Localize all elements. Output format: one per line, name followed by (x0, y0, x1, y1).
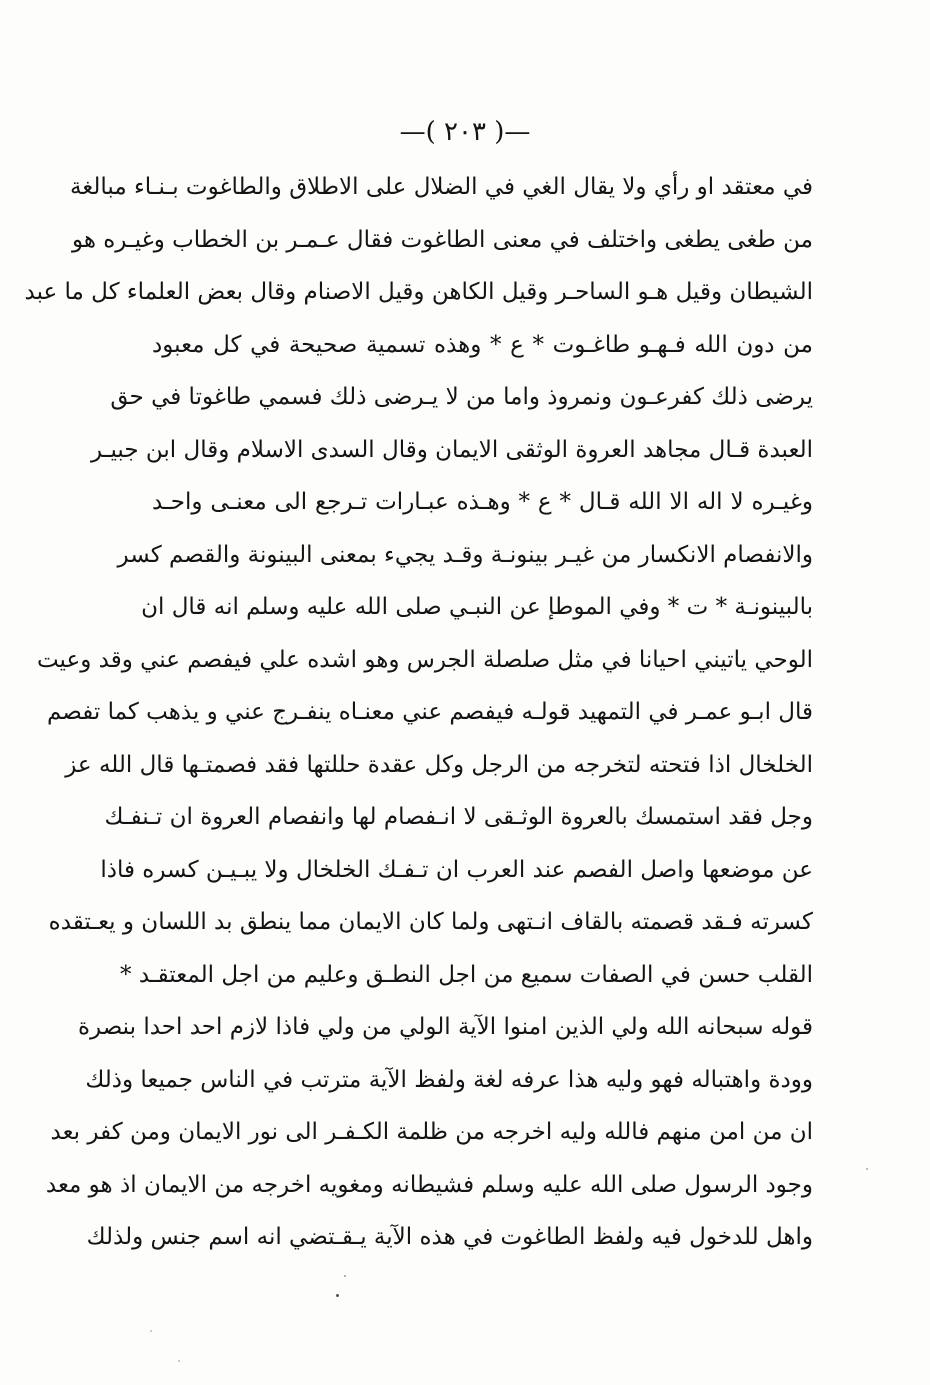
scan-speck (150, 1330, 152, 1332)
text-line: الخلخال اذا فتحته لتخرجه من الرجل وكل عقدة حللتها فقد فصمتـها قال الله عز (65, 751, 813, 778)
page-number: —( ٢٠٣ )— (399, 117, 531, 147)
text-line: قوله سبحانه الله ولي الذين امنوا الآية الولي من ولي فاذا لازم احد احدا بنصرة (78, 1014, 813, 1040)
text-line: في معتقد او رأي ولا يقال الغي في الضلال على الاطلاق والطاغوت بـنـاء مبالغة (69, 174, 813, 200)
text-line: والانفصام الانكسار من غيـر بينونـة وقـد يجيء بمعنى البينونة والقصم كسر (117, 541, 813, 568)
body-text (24, 161, 813, 1264)
text-line: وودة واهتباله فهو وليه هذا عرفه لغة ولفظ الآية مترتب في الناس جميعا وذلك (85, 1066, 813, 1093)
text-line: العبدة قـال مجاهد العروة الوثقى الايمان وقال السدى الاسلام وقال ابن جبيـر (91, 436, 813, 463)
text-line: وجود الرسول صلى الله عليه وسلم فشيطانه ومغويه اخرجه من الايمان اذ هو معد (45, 1171, 813, 1198)
text-line: الشيطان وقيل هـو الساحـر وقيل الكاهن وقيل الاصنام وقال بعض العلماء كل ما عبد (24, 279, 813, 305)
text-line: وجل فقد استمسك بالعروة الوثـقى لا انـفصام لها وانفصام العروة ان تـنفـك (104, 804, 813, 830)
text-line: كسرته فـقد قصمته بالقاف انـتهى ولما كان الايمان مما ينطق بد اللسان و يعـتقده (48, 909, 813, 935)
text-line: قال ابـو عمـر في التمهيد قولـه فيفصم عني معنـاه ينفـرج عني و يذهب كما تفصم (46, 699, 813, 725)
text-line: يرضى ذلك كفرعـون ونمروذ واما من لا يـرضى ذلك فسمي طاغوتا في حق (110, 384, 813, 410)
text-line: ان من امن منهم فالله وليه اخرجه من ظلمة الكـفـر الى نور الايمان ومن كفر بعد (50, 1119, 813, 1145)
scan-speck (866, 1168, 868, 1170)
scan-speck (178, 1360, 180, 1362)
text-line: من طغى يطغى واختلف في معنى الطاغوت فقال عـمـر بن الخطاب وغيـره هو (71, 226, 813, 253)
scan-speck (344, 1275, 346, 1277)
text-line: بالبينونـة * ت * وفي الموطإ عن النبـي صلى الله عليه وسلم انه قال ان (141, 594, 813, 620)
text-line: عن موضعها واصل الفصم عند العرب ان تـفـك الخلخال ولا يبـيـن كسره فاذا (100, 856, 813, 883)
scan-speck (336, 1294, 339, 1297)
text-line: القلب حسن في الصفات سميع من اجل النطـق وعليم من اجل المعتقـد * (120, 961, 813, 988)
text-line: الوحي ياتيني احيانا في مثل صلصلة الجرس وهو اشده علي فيفصم عني وقد وعيت (36, 646, 813, 673)
text-line: من دون الله فـهـو طاغـوت * ع * وهذه تسمية صحيحة في كل معبود (152, 331, 813, 358)
text-line: واهل للدخول فيه ولفظ الطاغوت في هذه الآية يـقـتضي انه اسم جنس ولذلك (86, 1224, 813, 1250)
text-line: وغيـره لا اله الا الله قـال * ع * وهـذه عبـارات تـرجع الى معنـى واحـد (152, 489, 813, 515)
